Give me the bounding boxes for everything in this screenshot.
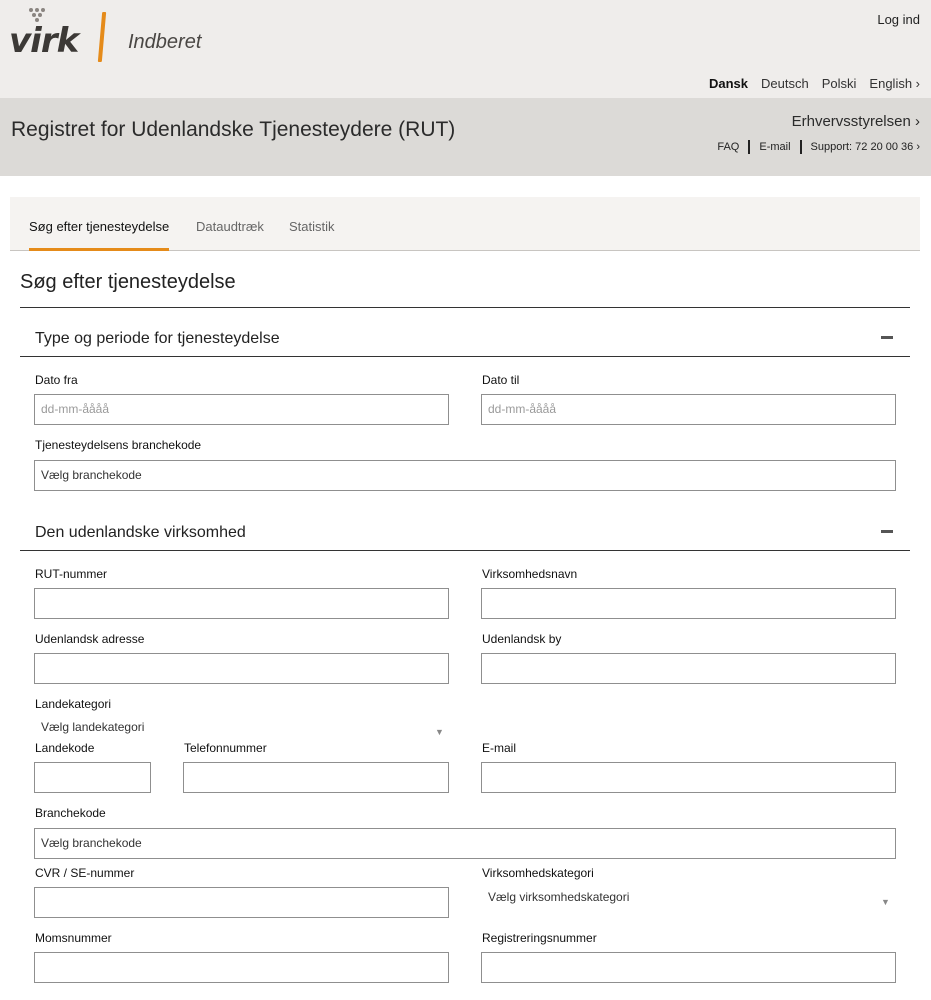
app-title: Registret for Udenlandske Tjenesteydere (RUT) bbox=[11, 118, 456, 141]
tab-search[interactable]: Søg efter tjenesteydelse bbox=[29, 219, 169, 251]
city-label: Udenlandsk by bbox=[482, 632, 562, 646]
email-input[interactable] bbox=[481, 762, 896, 793]
rut-label: RUT-nummer bbox=[35, 567, 108, 581]
divider bbox=[20, 550, 910, 551]
email-link[interactable]: E-mail bbox=[759, 141, 791, 153]
date-from-label: Dato fra bbox=[35, 373, 78, 387]
chevron-down-icon[interactable]: ▼ bbox=[435, 727, 444, 737]
address-label: Udenlandsk adresse bbox=[35, 632, 145, 646]
chevron-down-icon[interactable]: ▼ bbox=[881, 897, 890, 907]
contact-links bbox=[717, 140, 920, 154]
title-band bbox=[0, 98, 931, 176]
logo-divider bbox=[98, 12, 106, 62]
language-switcher bbox=[709, 76, 920, 91]
rut-input[interactable] bbox=[34, 588, 449, 619]
lang-deutsch[interactable]: Deutsch bbox=[761, 76, 809, 91]
branch-code-select[interactable]: Vælg branchekode bbox=[34, 828, 896, 859]
lang-polski[interactable]: Polski bbox=[821, 76, 857, 91]
divider bbox=[20, 307, 910, 308]
vat-input[interactable] bbox=[34, 952, 449, 983]
agency-link[interactable]: Erhvervsstyrelsen › bbox=[791, 113, 920, 130]
company-category-select[interactable]: Vælg virksomhedskategori bbox=[488, 890, 630, 904]
branch-code-label: Branchekode bbox=[35, 806, 106, 820]
city-input[interactable] bbox=[481, 653, 896, 684]
registration-input[interactable] bbox=[481, 952, 896, 983]
phone-label: Telefonnummer bbox=[184, 741, 267, 755]
virk-logo[interactable] bbox=[9, 8, 89, 61]
vat-label: Momsnummer bbox=[35, 931, 112, 945]
lang-english[interactable]: English › bbox=[869, 76, 920, 91]
date-from-input[interactable]: dd-mm-åååå bbox=[34, 394, 449, 425]
collapse-icon[interactable] bbox=[881, 336, 893, 339]
divider bbox=[748, 140, 750, 154]
date-to-label: Dato til bbox=[482, 373, 520, 387]
service-branch-select[interactable]: Vælg branchekode bbox=[34, 460, 896, 491]
divider bbox=[800, 140, 802, 154]
address-input[interactable] bbox=[34, 653, 449, 684]
registration-label: Registreringsnummer bbox=[482, 931, 597, 945]
country-code-label: Landekode bbox=[35, 741, 95, 755]
cvr-label: CVR / SE-nummer bbox=[35, 866, 135, 880]
service-branch-label: Tjenesteydelsens branchekode bbox=[35, 438, 202, 452]
email-label: E-mail bbox=[482, 741, 517, 755]
cvr-input[interactable] bbox=[34, 887, 449, 918]
tab-bar bbox=[10, 197, 920, 251]
phone-input[interactable] bbox=[183, 762, 449, 793]
product-name: Indberet bbox=[128, 31, 202, 53]
country-category-select[interactable]: Vælg landekategori bbox=[41, 720, 145, 734]
support-link[interactable]: Support: 72 20 00 36 › bbox=[810, 141, 920, 153]
tab-statistics[interactable]: Statistik bbox=[289, 219, 335, 234]
site-header bbox=[0, 0, 931, 98]
logo-wordmark: virk bbox=[9, 21, 79, 61]
section-title-period: Type og periode for tjenesteydelse bbox=[35, 330, 280, 347]
divider bbox=[20, 356, 910, 357]
faq-link[interactable]: FAQ bbox=[717, 141, 740, 153]
login-link[interactable]: Log ind bbox=[877, 12, 920, 27]
section-title-company: Den udenlandske virksomhed bbox=[35, 524, 246, 541]
country-category-label: Landekategori bbox=[35, 697, 112, 711]
lang-dansk[interactable]: Dansk bbox=[709, 76, 749, 91]
tab-data-extract[interactable]: Dataudtræk bbox=[196, 219, 264, 234]
company-name-input[interactable] bbox=[481, 588, 896, 619]
company-category-label: Virksomhedskategori bbox=[482, 866, 594, 880]
country-code-input[interactable] bbox=[34, 762, 151, 793]
collapse-icon[interactable] bbox=[881, 530, 893, 533]
date-to-input[interactable]: dd-mm-åååå bbox=[481, 394, 896, 425]
page-title: Søg efter tjenesteydelse bbox=[20, 271, 236, 293]
company-name-label: Virksomhedsnavn bbox=[482, 567, 578, 581]
